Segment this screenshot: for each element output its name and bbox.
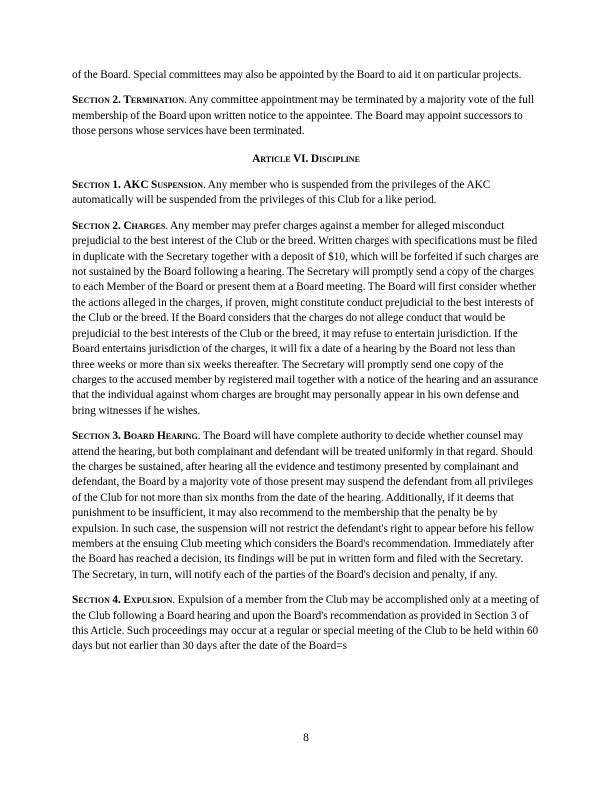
section-expulsion-body: . Expulsion of a member from the Club may be accomplished only at a meeting of the Club following a Board hearing and upon the Board's recommendation as provided in Section 3 of this Article. Such proceedings may occur at a regular or special meeting of the Club to be held within 60 days but not earlier than 30 days after the date of the Board=s: [72, 594, 540, 653]
article-heading: Article VI. Discipline: [252, 152, 360, 165]
section-hearing-title: Board Hearing: [123, 430, 198, 443]
section-akc-label: Section 1.: [72, 179, 121, 192]
section-termination: [72, 93, 540, 139]
continuation-paragraph: of the Board. Special committees may also be appointed by the Board to aid it on particular projects.: [72, 69, 522, 81]
section-termination-body: . Any committee appointment may be terminated by a majority vote of the full membership of the Board upon written notice to the appointee. The Board may appoint successors to those persons whose services have been terminated.: [72, 94, 535, 138]
section-expulsion-title: Expulsion: [123, 594, 173, 607]
section-akc-body: . Any member who is suspended from the privileges of the AKC automatically will be suspended from the privileges of this Club for a like period.: [72, 179, 491, 207]
section-expulsion-label: Section 4.: [72, 594, 121, 607]
section-board-hearing: [72, 429, 540, 583]
section-termination-label: Section 2.: [72, 94, 121, 107]
section-charges-body: . Any member may prefer charges against a member for alleged misconduct prejudicial to the best interest of the Club or the breed. Written charges with specifications must be filed in duplicate with the Secretary together with a deposit of $10, which will be forfeited if such charges are not sustained by the Board following a hearing. The Secretary will promptly send a copy of the charges to each Member of the Board or present them at a Board meeting. The Board will first consider whether the actions alleged in the charges, if proven, might constitute conduct prejudicial to the best interests of the Club or the breed. If the Board considers that the charges do not allege conduct that would be prejudicial to the best interests of the Club or the breed, it may refuse to entertain jurisdiction. If the Board entertains jurisdiction of the charges, it will fix a date of a hearing by the Board not less than three weeks or more than six weeks thereafter. The Secretary will promptly send one copy of the charges to the accused member by registered mail together with a notice of the hearing and an assurance that the individual against whom charges are brought may personally appear in his own defense and bring witnesses if he wishes.: [72, 219, 539, 417]
page-number: 8: [303, 732, 309, 744]
section-akc-title: AKC Suspension: [123, 179, 204, 192]
section-hearing-body: . The Board will have complete authority to decide whether counsel may attend the hearing, but both complainant and defendant will be treated uniformly in that regard. Should the charges be sustained, after hearing all the evidence and testimony presented by complainant and defendant, the Board by a majority vote of those present may suspend the defendant from all privileges of the Club for not more than six months from the date of the hearing. Additionally, if it deems that punishment to be insufficient, it may also recommend to the membership that the penalty be by expulsion. In such case, the suspension will not restrict the defendant's right to appear before his fellow members at the ensuing Club meeting which considers the Board's recommendation. Immediately after the Board has reached a decision, its findings will be put in written form and filed with the Secretary. The Secretary, in turn, will notify each of the parties of the Board's decision and penalty, if any.: [72, 430, 535, 581]
section-termination-title: Termination: [123, 94, 185, 107]
section-charges-label: Section 2.: [72, 219, 121, 232]
document-page: [72, 68, 540, 665]
section-charges: [72, 219, 540, 419]
section-akc-suspension: [72, 178, 540, 209]
section-hearing-label: Section 3.: [72, 430, 121, 443]
section-expulsion: [72, 593, 540, 655]
section-charges-title: Charges: [123, 219, 166, 232]
